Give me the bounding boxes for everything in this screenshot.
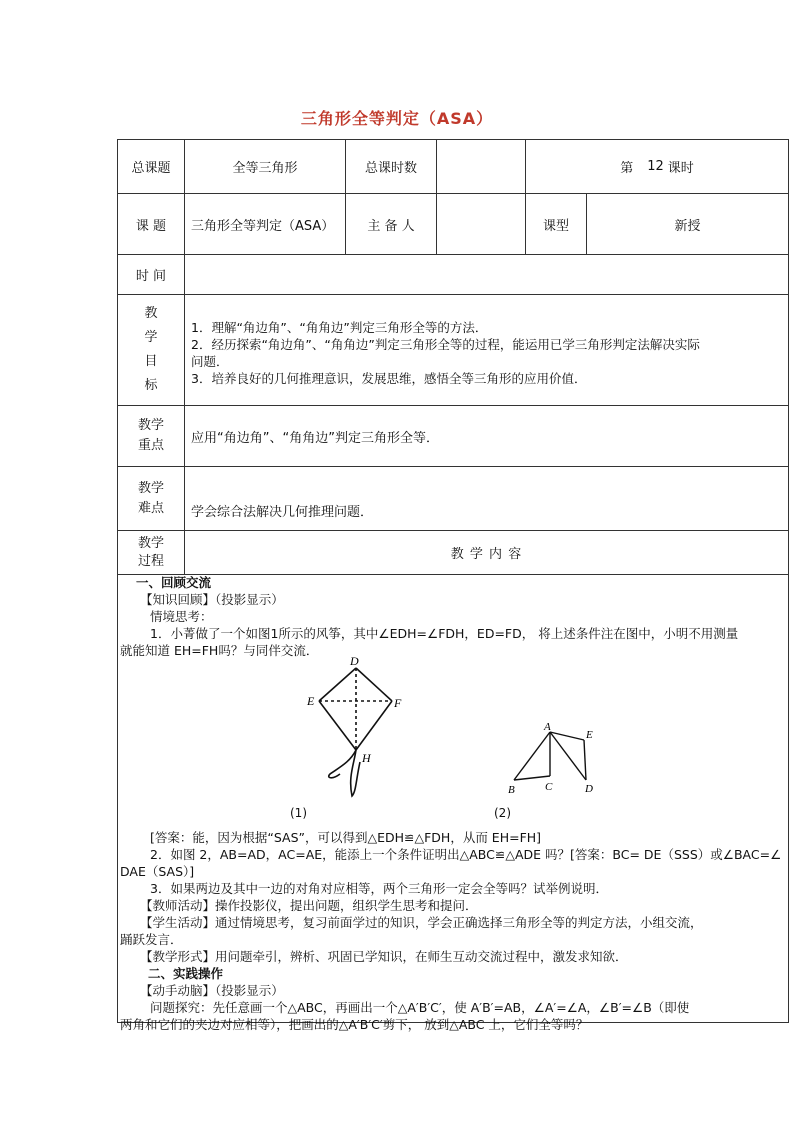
section1-situation: 情境思考： bbox=[150, 609, 213, 624]
fig1-point-d: D bbox=[350, 654, 359, 668]
type-value: 新授 bbox=[586, 193, 789, 255]
lesson-number-suffix: 课时 bbox=[667, 161, 694, 176]
topic-value: 三角形全等判定（ASA） bbox=[184, 193, 346, 255]
difficult-points-label bbox=[117, 466, 185, 531]
key-label-line: 教学 bbox=[137, 418, 164, 433]
process-label-line: 过程 bbox=[137, 553, 164, 569]
key-points-value: 应用“角边角”、“角角边”判定三角形全等． bbox=[184, 405, 789, 467]
difficult-label-line: 难点 bbox=[137, 500, 164, 516]
answer1: [答案：能，因为根据“SAS”，可以得到△EDH≌△FDH，从而 EH=FH] bbox=[150, 830, 542, 845]
total-topic-value: 全等三角形 bbox=[184, 139, 346, 194]
type-label: 课型 bbox=[525, 193, 587, 255]
total-topic-label: 总课题 bbox=[117, 139, 185, 194]
goals-label bbox=[117, 294, 185, 406]
fig2-point-d: D bbox=[585, 783, 593, 795]
teaching-form: 【教学形式】用问题牵引，辨析、巩固已学知识，在师生互动交流过程中，激发求知欲． bbox=[140, 949, 628, 964]
teacher-activity: 【教师活动】操作投影仪，提出问题，组织学生思考和提问． bbox=[140, 898, 478, 913]
fig2-point-c: C bbox=[545, 781, 553, 793]
goal-item: 3．培养良好的几何推理意识，发展思维，感悟全等三角形的应用价值． bbox=[191, 371, 587, 386]
total-hours-value bbox=[436, 139, 526, 194]
time-value bbox=[184, 254, 789, 295]
document-title: 三角形全等判定（ASA） bbox=[300, 109, 494, 128]
goals-label-char: 学 bbox=[144, 330, 158, 345]
process-label-line: 教学 bbox=[137, 535, 164, 551]
section2-problem-line1: 问题探究：先任意画一个△ABC，再画出一个△A′B′C′，使 A′B′=AB，∠A′=∠A，∠B′=∠B（即使 bbox=[150, 1000, 690, 1015]
question1-line2: 就能知道 EH=FH吗？与同伴交流． bbox=[120, 643, 319, 658]
lesson-number bbox=[525, 139, 789, 194]
key-label-line: 重点 bbox=[137, 438, 164, 453]
topic-label: 课 题 bbox=[117, 193, 185, 255]
goals-label-char: 教 bbox=[144, 306, 158, 321]
fig1-point-f: F bbox=[394, 696, 402, 710]
preparer-value bbox=[436, 193, 526, 255]
difficult-label-line: 教学 bbox=[137, 480, 164, 496]
fig2-point-b: B bbox=[508, 784, 515, 796]
figure1-caption: (1) bbox=[290, 806, 307, 820]
lesson-number-value: 12 bbox=[647, 159, 664, 174]
time-label: 时 间 bbox=[117, 254, 185, 295]
figure-triangles bbox=[500, 720, 610, 800]
student-activity-line2: 踊跃发言． bbox=[120, 932, 183, 947]
goals-label-char: 标 bbox=[144, 378, 158, 393]
fig1-point-h: H bbox=[362, 751, 371, 765]
question2-line2: DAE（SAS）] bbox=[120, 864, 195, 879]
section2-hands-on: 【动手动脑】（投影显示） bbox=[140, 983, 284, 998]
process-label bbox=[117, 530, 185, 575]
goal-item: 问题． bbox=[191, 354, 229, 369]
goals-label-char: 目 bbox=[144, 354, 158, 369]
fig2-point-e: E bbox=[586, 729, 593, 741]
question1-line1: 1．小菁做了一个如图1所示的风筝，其中∠EDH=∠FDH，ED=FD， 将上述条件注在图中，小明不用测量 bbox=[150, 626, 739, 641]
difficult-points-value: 学会综合法解决几何推理问题． bbox=[184, 466, 789, 531]
key-points-label bbox=[117, 405, 185, 467]
question3: 3．如果两边及其中一边的对角对应相等，两个三角形一定会全等吗？试举例说明． bbox=[150, 881, 608, 896]
total-hours-label: 总课时数 bbox=[345, 139, 437, 194]
question2-line1: 2．如图 2，AB=AD，AC=AE，能添上一个条件证明出△ABC≌△ADE 吗？[答案：BC= DE（SSS）或∠BAC=∠ bbox=[150, 847, 782, 862]
figure-kite bbox=[290, 652, 410, 802]
section1-review: 【知识回顾】（投影显示） bbox=[140, 592, 284, 607]
section2-heading: 二、实践操作 bbox=[148, 966, 224, 981]
fig1-point-e: E bbox=[307, 694, 315, 708]
section1-heading: 一、回顾交流 bbox=[136, 575, 212, 590]
section2-problem-line2: 两角和它们的夹边对应相等），把画出的△A′B′C′剪下， 放到△ABC 上，它们全等吗？ bbox=[120, 1017, 589, 1032]
lesson-number-prefix: 第 bbox=[620, 161, 634, 176]
goal-item: 1．理解“角边角”、“角角边”判定三角形全等的方法． bbox=[191, 320, 488, 335]
goals-content bbox=[184, 294, 789, 406]
preparer-label: 主 备 人 bbox=[345, 193, 437, 255]
goal-item: 2．经历探索“角边角”、“角角边”判定三角形全等的过程，能运用已学三角形判定法解决实际 bbox=[191, 337, 700, 352]
process-header: 教 学 内 容 bbox=[184, 530, 789, 575]
figure2-caption: (2) bbox=[494, 806, 511, 820]
student-activity-line1: 【学生活动】通过情境思考，复习前面学过的知识，学会正确选择三角形全等的判定方法，小组交流， bbox=[140, 915, 703, 930]
fig2-point-a: A bbox=[544, 721, 551, 733]
